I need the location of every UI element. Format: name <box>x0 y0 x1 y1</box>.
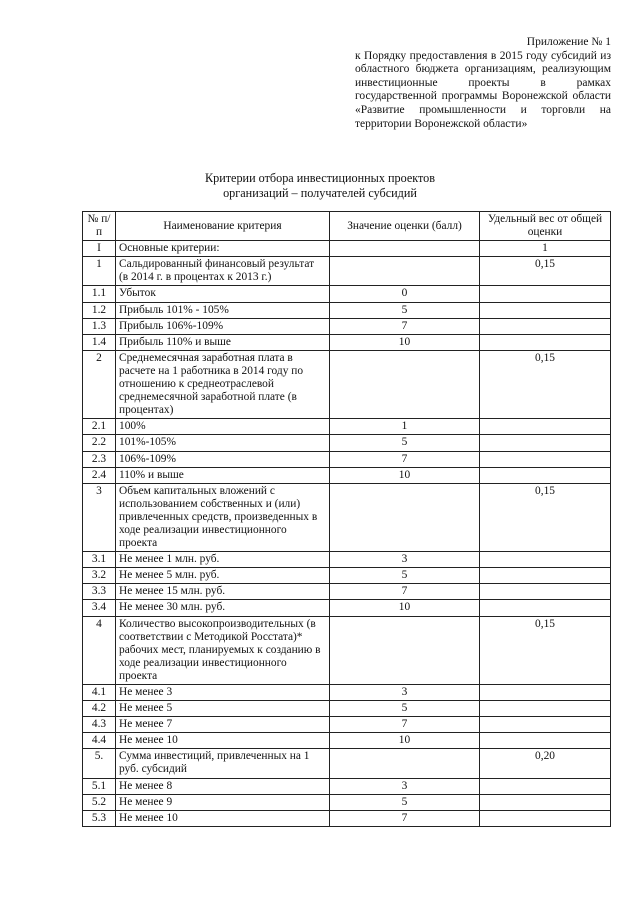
item-name: 100% <box>116 419 330 435</box>
item-name: Не менее 10 <box>116 733 330 749</box>
criterion-weight: 0,15 <box>480 350 611 418</box>
criterion-row <box>83 749 611 778</box>
item-num: 3.1 <box>83 552 116 568</box>
item-weight <box>480 286 611 302</box>
section-row <box>83 241 611 257</box>
item-score: 5 <box>330 435 480 451</box>
item-num: 1.3 <box>83 318 116 334</box>
item-name: Прибыль 101% - 105% <box>116 302 330 318</box>
item-name: Не менее 10 <box>116 810 330 826</box>
criterion-row <box>83 350 611 418</box>
item-score: 5 <box>330 568 480 584</box>
table-row <box>83 334 611 350</box>
item-score: 0 <box>330 286 480 302</box>
criterion-name: Количество высокопроизводительных (в соответствии с Методикой Росстата)* рабочих мест, планируемых к созданию в ходе реализации инвестиционного проекта <box>116 616 330 684</box>
annex-block <box>355 36 611 131</box>
item-weight <box>480 778 611 794</box>
document-title-line2: организаций – получателей субсидий <box>223 185 417 200</box>
item-weight <box>480 435 611 451</box>
criterion-score <box>330 616 480 684</box>
item-weight <box>480 810 611 826</box>
criterion-num: 4 <box>83 616 116 684</box>
item-score: 7 <box>330 318 480 334</box>
criterion-weight: 0,15 <box>480 257 611 286</box>
document-title-line1: Критерии отбора инвестиционных проектов <box>204 171 436 185</box>
item-name: Прибыль 106%-109% <box>116 318 330 334</box>
table-row <box>83 318 611 334</box>
criterion-weight: 0,20 <box>480 749 611 778</box>
criterion-weight: 0,15 <box>480 483 611 551</box>
item-score: 5 <box>330 794 480 810</box>
item-num: 2.3 <box>83 451 116 467</box>
item-num: 4.4 <box>83 733 116 749</box>
item-weight <box>480 733 611 749</box>
table-row <box>83 451 611 467</box>
criterion-name: Сумма инвестиций, привлеченных на 1 руб. субсидий <box>116 749 330 778</box>
section-name: Основные критерии: <box>116 241 330 257</box>
item-name: 101%-105% <box>116 435 330 451</box>
section-num: I <box>83 241 116 257</box>
table-header-row <box>83 212 611 241</box>
table-row <box>83 467 611 483</box>
table-row <box>83 794 611 810</box>
item-weight <box>480 467 611 483</box>
item-name: Не менее 1 млн. руб. <box>116 552 330 568</box>
criterion-row <box>83 257 611 286</box>
item-num: 5.3 <box>83 810 116 826</box>
item-weight <box>480 685 611 701</box>
section-weight: 1 <box>480 241 611 257</box>
criterion-num: 5. <box>83 749 116 778</box>
item-score: 10 <box>330 467 480 483</box>
table-row <box>83 810 611 826</box>
criterion-row <box>83 483 611 551</box>
item-name: Не менее 15 млн. руб. <box>116 584 330 600</box>
item-num: 1.2 <box>83 302 116 318</box>
item-score: 5 <box>330 701 480 717</box>
criteria-table <box>82 211 611 827</box>
item-num: 5.2 <box>83 794 116 810</box>
table-row <box>83 435 611 451</box>
item-score: 3 <box>330 685 480 701</box>
criterion-name: Среднемесячная заработная плата в расчете на 1 работника в 2014 году по отношению к среднеотраслевой среднемесячной заработной плате (в процентах) <box>116 350 330 418</box>
item-score: 1 <box>330 419 480 435</box>
item-name: Не менее 8 <box>116 778 330 794</box>
table-row <box>83 286 611 302</box>
item-weight <box>480 552 611 568</box>
item-num: 3.4 <box>83 600 116 616</box>
item-weight <box>480 419 611 435</box>
item-score: 3 <box>330 778 480 794</box>
item-num: 4.3 <box>83 717 116 733</box>
item-name: Убыток <box>116 286 330 302</box>
table-row <box>83 733 611 749</box>
item-name: Не менее 30 млн. руб. <box>116 600 330 616</box>
annex-title: Приложение № 1 <box>526 36 611 48</box>
item-score: 5 <box>330 302 480 318</box>
item-score: 7 <box>330 810 480 826</box>
item-weight <box>480 568 611 584</box>
criterion-row <box>83 616 611 684</box>
item-num: 3.2 <box>83 568 116 584</box>
header-num: № п/п <box>83 212 116 241</box>
item-score: 7 <box>330 584 480 600</box>
item-num: 4.2 <box>83 701 116 717</box>
item-score: 7 <box>330 717 480 733</box>
item-score: 10 <box>330 600 480 616</box>
criterion-score <box>330 257 480 286</box>
table-row <box>83 685 611 701</box>
criterion-weight: 0,15 <box>480 616 611 684</box>
table-row <box>83 600 611 616</box>
criterion-num: 2 <box>83 350 116 418</box>
table-row <box>83 552 611 568</box>
item-score: 7 <box>330 451 480 467</box>
item-name: Не менее 7 <box>116 717 330 733</box>
header-name: Наименование критерия <box>116 212 330 241</box>
item-num: 2.4 <box>83 467 116 483</box>
item-num: 1.1 <box>83 286 116 302</box>
criterion-name: Объем капитальных вложений с использованием собственных и (или) привлеченных средств, произведенных в ходе реализации инвестиционного проекта <box>116 483 330 551</box>
item-weight <box>480 584 611 600</box>
criterion-name: Сальдированный финансовый результат (в 2014 г. в процентах к 2013 г.) <box>116 257 330 286</box>
table-row <box>83 778 611 794</box>
table-row <box>83 701 611 717</box>
document-title <box>150 171 490 200</box>
annex-body: к Порядку предоставления в 2015 году субсидий из областного бюджета организациям, реализующим инвестиционные проекты в рамках государственной программы Воронежской области «Развитие промышленности и торговли на территории Воронежской области» <box>355 49 611 130</box>
criterion-num: 1 <box>83 257 116 286</box>
table-row <box>83 302 611 318</box>
item-weight <box>480 717 611 733</box>
item-weight <box>480 302 611 318</box>
item-num: 4.1 <box>83 685 116 701</box>
table-row <box>83 584 611 600</box>
item-score: 3 <box>330 552 480 568</box>
item-score: 10 <box>330 733 480 749</box>
item-name: Прибыль 110% и выше <box>116 334 330 350</box>
table-row <box>83 419 611 435</box>
item-weight <box>480 794 611 810</box>
criterion-num: 3 <box>83 483 116 551</box>
item-name: Не менее 5 <box>116 701 330 717</box>
item-name: Не менее 9 <box>116 794 330 810</box>
criterion-score <box>330 483 480 551</box>
table-row <box>83 717 611 733</box>
table-row <box>83 568 611 584</box>
header-weight: Удельный вес от общей оценки <box>480 212 611 241</box>
item-num: 1.4 <box>83 334 116 350</box>
item-name: 110% и выше <box>116 467 330 483</box>
item-num: 2.2 <box>83 435 116 451</box>
section-score <box>330 241 480 257</box>
header-score: Значение оценки (балл) <box>330 212 480 241</box>
item-weight <box>480 334 611 350</box>
item-num: 3.3 <box>83 584 116 600</box>
item-weight <box>480 701 611 717</box>
item-weight <box>480 318 611 334</box>
criterion-score <box>330 350 480 418</box>
item-name: Не менее 3 <box>116 685 330 701</box>
item-weight <box>480 451 611 467</box>
item-num: 5.1 <box>83 778 116 794</box>
item-weight <box>480 600 611 616</box>
item-name: 106%-109% <box>116 451 330 467</box>
item-name: Не менее 5 млн. руб. <box>116 568 330 584</box>
item-score: 10 <box>330 334 480 350</box>
criterion-score <box>330 749 480 778</box>
item-num: 2.1 <box>83 419 116 435</box>
